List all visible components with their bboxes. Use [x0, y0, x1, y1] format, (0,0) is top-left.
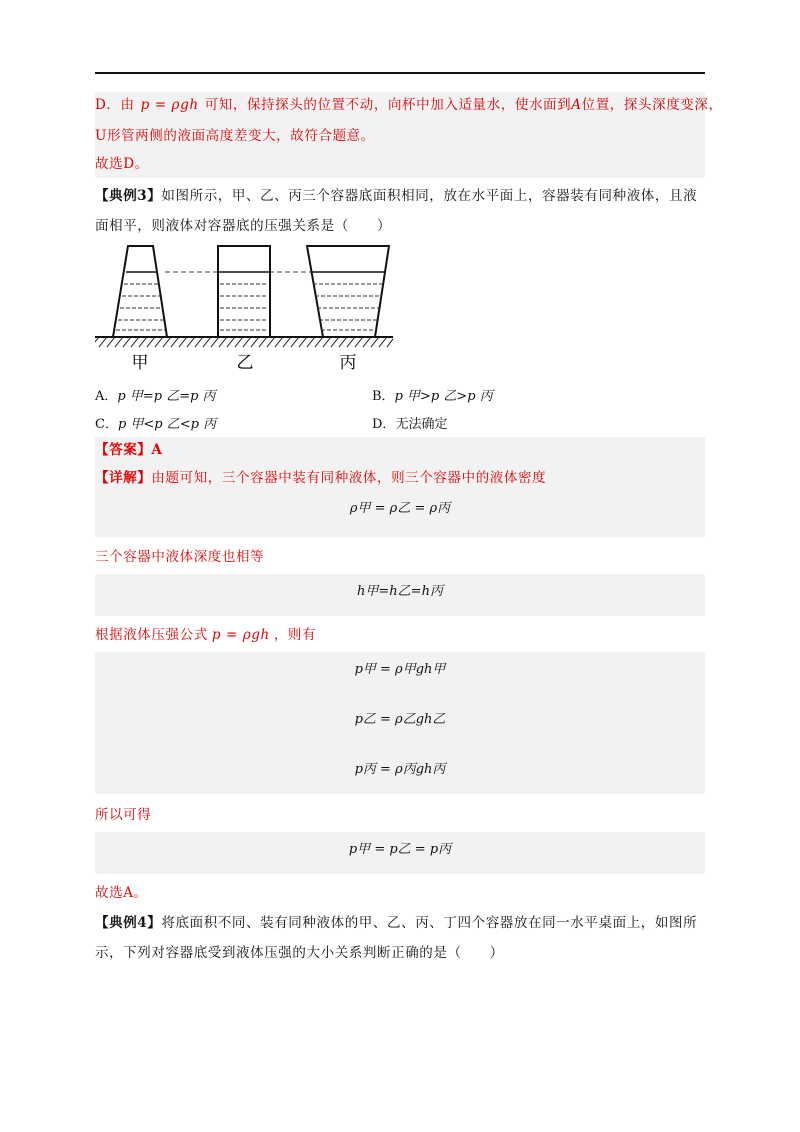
example4-line1: 【典例4】将底面积不同、装有同种液体的甲、乙、丙、丁四个容器放在同一水平桌面上，如图所: [95, 915, 698, 931]
label-bing: 丙: [339, 353, 357, 373]
containers-figure: [95, 240, 395, 375]
option-a[interactable]: A．p 甲=p 乙=p 丙: [95, 389, 216, 404]
equation-pressure-jia: p甲 = ρ甲gh甲: [354, 662, 446, 677]
answer-block: [95, 437, 705, 537]
detail-line: 【详解】由题可知，三个容器中装有同种液体，则三个容器中的液体密度: [95, 470, 547, 486]
option-c[interactable]: C．p 甲<p 乙<p 丙: [95, 417, 217, 432]
result-text: 所以可得: [95, 807, 152, 823]
header-rule: [95, 72, 705, 74]
part-d-line2: U形管两侧的液面高度差变大，故符合题意。: [95, 128, 375, 144]
container-yi: [218, 246, 270, 337]
equation-pressure-bing: p丙 = ρ丙gh丙: [354, 762, 446, 777]
formula-text: 根据液体压强公式 p = ρgh ，则有: [95, 627, 317, 643]
example3-line2: 面相平，则液体对容器底的压强关系是（ ）: [95, 218, 392, 234]
equation-density: ρ甲 = ρ乙 = ρ丙: [349, 501, 451, 516]
label-jia: 甲: [131, 353, 149, 373]
option-d[interactable]: D．无法确定: [372, 417, 448, 432]
container-jia: [113, 246, 167, 337]
equation-depth: h甲=h乙=h丙: [357, 584, 443, 599]
container-bing: [307, 246, 389, 337]
ground-hatching: [95, 337, 393, 347]
answer-conclusion: 故选A。: [95, 885, 148, 901]
equation-pressure-yi: p乙 = ρ乙gh乙: [354, 712, 446, 727]
equation-result: p甲 = p乙 = p丙: [348, 842, 452, 857]
option-b[interactable]: B．p 甲>p 乙>p 丙: [372, 389, 493, 404]
depth-text: 三个容器中液体深度也相等: [95, 549, 265, 565]
part-d-conclusion: 故选D。: [95, 156, 149, 172]
example4-line2: 示，下列对容器底受到液体压强的大小关系判断正确的是（ ）: [95, 945, 504, 961]
example3-line1: 【典例3】如图所示，甲、乙、丙三个容器底面积相同，放在水平面上，容器装有同种液体，且液: [95, 188, 698, 204]
answer-line: 【答案】A: [95, 442, 163, 458]
label-yi: 乙: [236, 353, 254, 373]
part-d-line1: D．由 p = ρgh 可知，保持探头的位置不动，向杯中加入适量水，使水面到A位置，探头深度变深，: [95, 97, 723, 113]
